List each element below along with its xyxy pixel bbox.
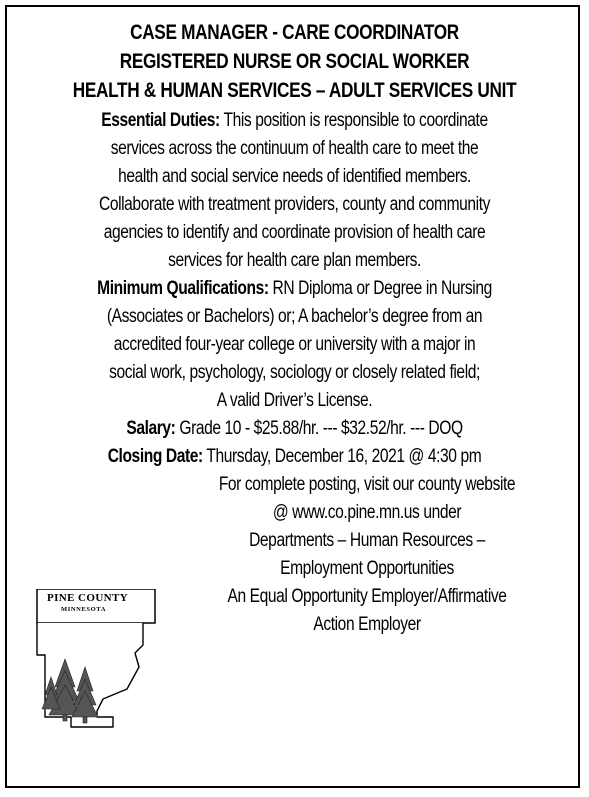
header-subtitle: REGISTERED NURSE OR SOCIAL WORKER [119, 50, 470, 73]
posting-line-2: @ www.co.pine.mn.us under [272, 502, 462, 523]
salary-value: Grade 10 - $25.88/hr. --- $32.52/hr. --- DOQ [179, 418, 463, 439]
duties-line-1: Essential Duties: This position is responsible to coordinate [101, 110, 488, 131]
qualifications-line-3: accredited four-year college or university with a major in [113, 334, 476, 355]
qualifications-line-2: (Associates or Bachelors) or; A bachelor’s degree from an [106, 306, 483, 327]
posting-line-1: For complete posting, visit our county website [218, 474, 516, 495]
qualifications-line-4: social work, psychology, sociology or closely related field; [109, 362, 480, 383]
closing-date-line [59, 445, 531, 469]
qualifications-line-5: A valid Driver’s License. [216, 390, 373, 411]
header-department: HEALTH & HUMAN SERVICES – ADULT SERVICES UNIT [72, 79, 517, 102]
posting-line-6: Action Employer [313, 614, 421, 635]
duties-line-6: services for health care plan members. [168, 250, 421, 271]
logo-state-name: MINNESOTA [61, 606, 107, 613]
posting-line-5: An Equal Opportunity Employer/Affirmative [227, 586, 507, 607]
header-title: CASE MANAGER - CARE COORDINATOR [130, 21, 459, 44]
duties-line-5: agencies to identify and coordinate provision of health care [103, 222, 486, 243]
duties-line-2: services across the continuum of health care to meet the [110, 138, 479, 159]
closing-date-label: Closing Date: [107, 446, 203, 467]
county-logo [31, 589, 161, 729]
logo-county-name: PINE COUNTY [47, 592, 129, 604]
posting-line-4: Employment Opportunities [280, 558, 454, 579]
posting-line-3: Departments – Human Resources – [249, 530, 485, 551]
qualifications-line-1: Minimum Qualifications: RN Diploma or Degree in Nursing [97, 278, 492, 299]
closing-date-value: Thursday, December 16, 2021 @ 4:30 pm [206, 446, 482, 467]
duties-label: Essential Duties: [101, 110, 220, 131]
salary-line [59, 417, 531, 441]
qualifications-label: Minimum Qualifications: [97, 278, 269, 299]
job-ad [5, 5, 580, 788]
duties-line-3: health and social service needs of identified members. [118, 166, 471, 187]
duties-line-4: Collaborate with treatment providers, county and community [98, 194, 491, 215]
salary-label: Salary: [126, 418, 176, 439]
